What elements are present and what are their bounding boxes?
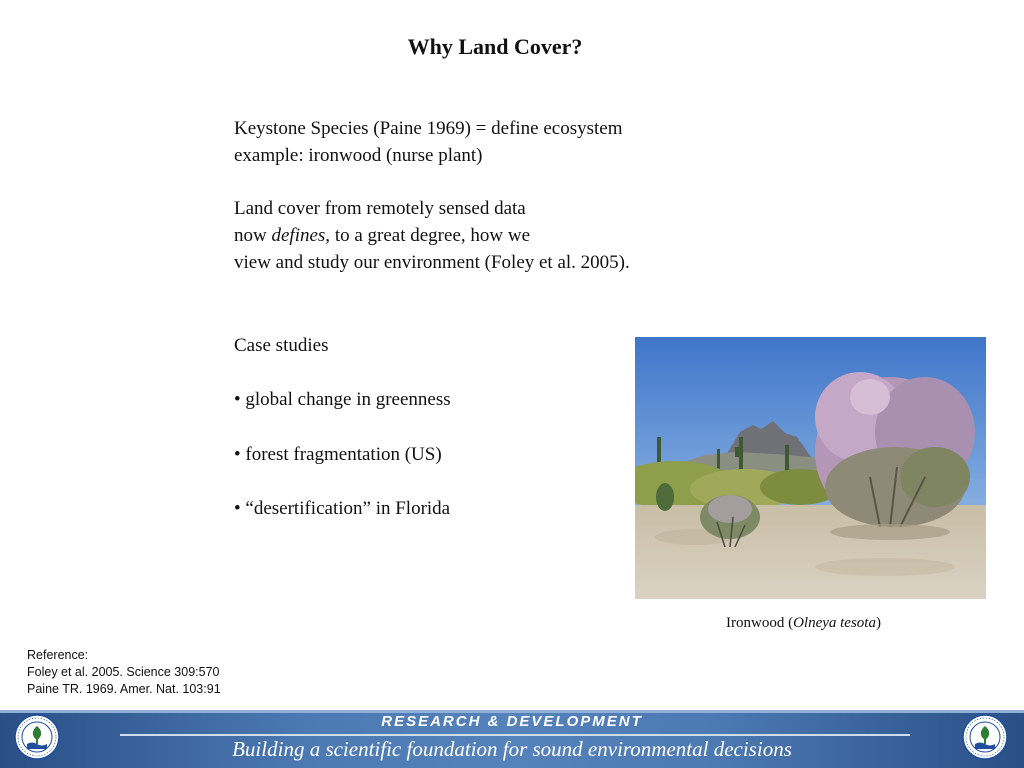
epa-seal-icon [962,714,1008,765]
slide-title: Why Land Cover? [407,34,583,59]
landcover-line-1: Land cover from remotely sensed data [234,198,526,219]
caption-post: ) [875,615,881,631]
keystone-line: Keystone Species (Paine 1969) = define ecosystem [234,118,623,139]
landcover-line-2-pre: now [234,225,272,246]
landcover-line-2 [234,222,630,249]
epa-seal-icon [14,714,60,765]
landcover-defines-italic: defines, [271,225,331,246]
caption-pre: Ironwood ( [726,615,794,631]
landcover-line-3: view and study our environment (Foley et al. 2005). [234,252,630,273]
bullet-item: • global change in greenness [234,389,451,410]
bullet-item: • forest fragmentation (US) [234,444,442,465]
keystone-paragraph [234,115,623,169]
reference-block [27,647,221,698]
landcover-paragraph [234,195,630,276]
footer-tagline: Building a scientific foundation for sound environmental decisions [232,737,792,761]
caption-species-italic: Olneya tesota [793,615,876,631]
keystone-example-line: example: ironwood (nurse plant) [234,145,483,166]
case-heading: Case studies [234,335,329,356]
footer-divider [120,734,910,736]
reference-heading: Reference: [27,648,89,662]
landcover-line-2-post: to a great degree, how we [330,225,530,246]
photo-caption [726,615,881,632]
reference-line: Foley et al. 2005. Science 309:570 [27,665,220,679]
footer-research-development: RESEARCH & DEVELOPMENT [381,713,643,730]
reference-line: Paine TR. 1969. Amer. Nat. 103:91 [27,682,221,696]
ironwood-photo [635,337,986,599]
bullet-item: • “desertification” in Florida [234,498,451,519]
